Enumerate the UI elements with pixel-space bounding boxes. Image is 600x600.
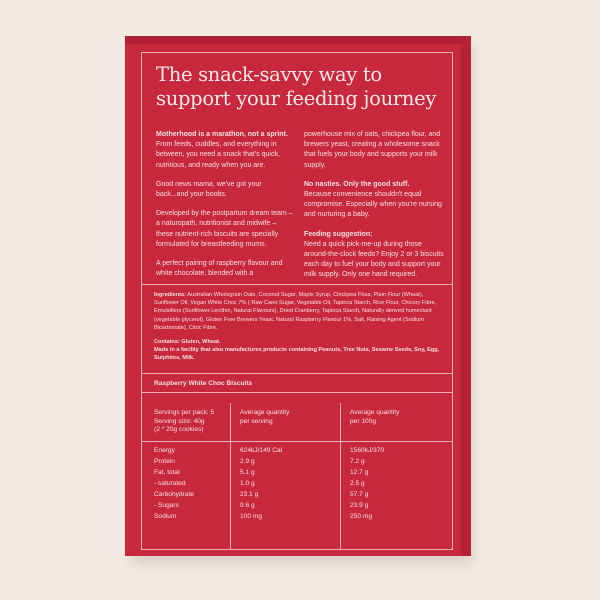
pairing-paragraph: A perfect pairing of raspberry flavour and white chocolate, blended with a: [156, 260, 283, 278]
serving-note: (2 * 20g cookies): [154, 426, 204, 433]
nutrient-per100: 250 mg: [350, 513, 372, 520]
label-frame: [141, 52, 453, 550]
nutrient-serving: 23.1 g: [240, 491, 259, 498]
table-divider: [340, 403, 341, 549]
contains-text: Contains: Gluten, Wheat.: [154, 339, 221, 346]
description-right: [304, 130, 444, 290]
per-100g-header: [350, 409, 399, 426]
headline: The snack-savvy way to support your feeding journey: [156, 63, 437, 110]
nutrition-title: Raspberry White Choc Biscuits: [142, 373, 452, 393]
ingredients-paragraph: [154, 291, 440, 332]
nutrient-per100: 12.7 g: [350, 469, 369, 476]
nutrient-name: Energy: [154, 447, 175, 454]
nutrient-serving: 2.9 g: [240, 458, 255, 465]
nutrient-per100: 7.2 g: [350, 458, 365, 465]
intro-text: From feeds, cuddles, and everything in between, you need a snack that's quick, nutritious, and ready when you are.: [156, 141, 280, 169]
ingredients-label: Ingredients:: [154, 292, 187, 298]
product-box-back: [125, 36, 471, 556]
nutrient-serving: 1.0 g: [240, 480, 255, 487]
intro-paragraph: [156, 130, 293, 171]
ingredients-text: Australian Wholegrain Oats, Coconut Sugar, Maple Syrup, Chickpea Flour, Plain Flour (Wheat), Sunflower Oil, Vegan White Choc 7% ( Raw Cane Sugar, Vegetable Oil, Tapioca Starch, Rice Flour, Chicory Fibre, Emulsifiers (Sunflower Lecithin, Natural Flavours), Dried Cranberry, Tapioca Starch, Naturally derived humectant (vegetable glycerol), Gluten Free Brewers Yeast, Natural Raspberry Flavour 1%, Salt, Raising Agent (Sodium Bicarbonate), Citric Fibre.: [154, 292, 437, 331]
intro-bold: Motherhood is a marathon, not a sprint.: [156, 131, 288, 138]
nutrient-serving: 100 mg: [240, 513, 262, 520]
no-nasties-bold: No nasties. Only the good stuff.: [304, 180, 410, 188]
per-serving-header: [240, 409, 289, 426]
nutrient-name: Sodium: [154, 513, 177, 520]
table-divider: [142, 441, 452, 442]
nutrient-serving: 624kJ/149 Cal: [240, 447, 283, 454]
feeding-suggestion-paragraph: [304, 230, 444, 281]
nutrient-name: Carbohydrate: [154, 491, 194, 498]
servings-per-pack: Servings per pack: 5: [154, 409, 215, 416]
facility-text: Made in a facility that also manufactures products containing Peanuts, Tree Nuts, Sesame Seeds, Soy, Egg, Sulphites, Milk.: [154, 347, 440, 362]
nutrition-table: [142, 403, 452, 549]
nutrient-name: Protein: [154, 458, 175, 465]
ingredients-section: [142, 284, 452, 366]
feeding-suggestion-text: Need a quick pick-me-up during those around-the-clock feeds? Enjoy 2 or 3 biscuits each day to fuel your body and support your milk supply. Only one hand required.: [304, 240, 444, 279]
description-left: [156, 130, 293, 288]
per-serving-header-line1: Average quantity: [240, 409, 290, 416]
table-divider: [230, 403, 231, 549]
nutrient-name: Fat, total: [154, 469, 180, 476]
feeding-suggestion-bold: Feeding suggestion:: [304, 230, 373, 238]
per-100g-header-line1: Average quantity: [350, 409, 400, 416]
nutrient-per100: 23.9 g: [350, 502, 369, 509]
per-100g-header-line2: per 100g: [350, 417, 377, 425]
per-serving-header-line2: per serving: [240, 417, 273, 425]
powerhouse-paragraph: powerhouse mix of oats, chickpea flour, and brewers yeast, creating a wholesome snack that fuels your body and supports your milk supply.: [304, 131, 441, 169]
allergen-paragraph: [154, 338, 440, 363]
box-top-edge: [125, 36, 471, 44]
good-news-paragraph: Good news mama, we've got your back...and your boobs.: [156, 180, 262, 199]
nutrient-per100: 2.5 g: [350, 480, 365, 487]
nutrient-per100: 57.7 g: [350, 491, 369, 498]
nutrient-serving: 9.6 g: [240, 502, 255, 509]
no-nasties-paragraph: [304, 180, 444, 221]
serving-size: Serving size: 40g: [154, 417, 205, 425]
no-nasties-text: Because convenience shouldn't equal compromise. Especially when you're nursing and nurturing a baby.: [304, 191, 442, 219]
nutrient-serving: 5.1 g: [240, 469, 255, 476]
serving-info: [154, 409, 214, 435]
nutrient-name: - saturated: [154, 480, 186, 487]
developed-paragraph: Developed by the postpartum dream team – a naturopath, nutritionist and midwife – these nutrient-rich biscuits are specially formulated for breastfeeding mums.: [156, 210, 293, 248]
box-side-edge: [461, 36, 471, 556]
nutrient-per100: 1560kJ/370: [350, 447, 385, 454]
nutrient-name: - Sugars: [154, 502, 179, 509]
